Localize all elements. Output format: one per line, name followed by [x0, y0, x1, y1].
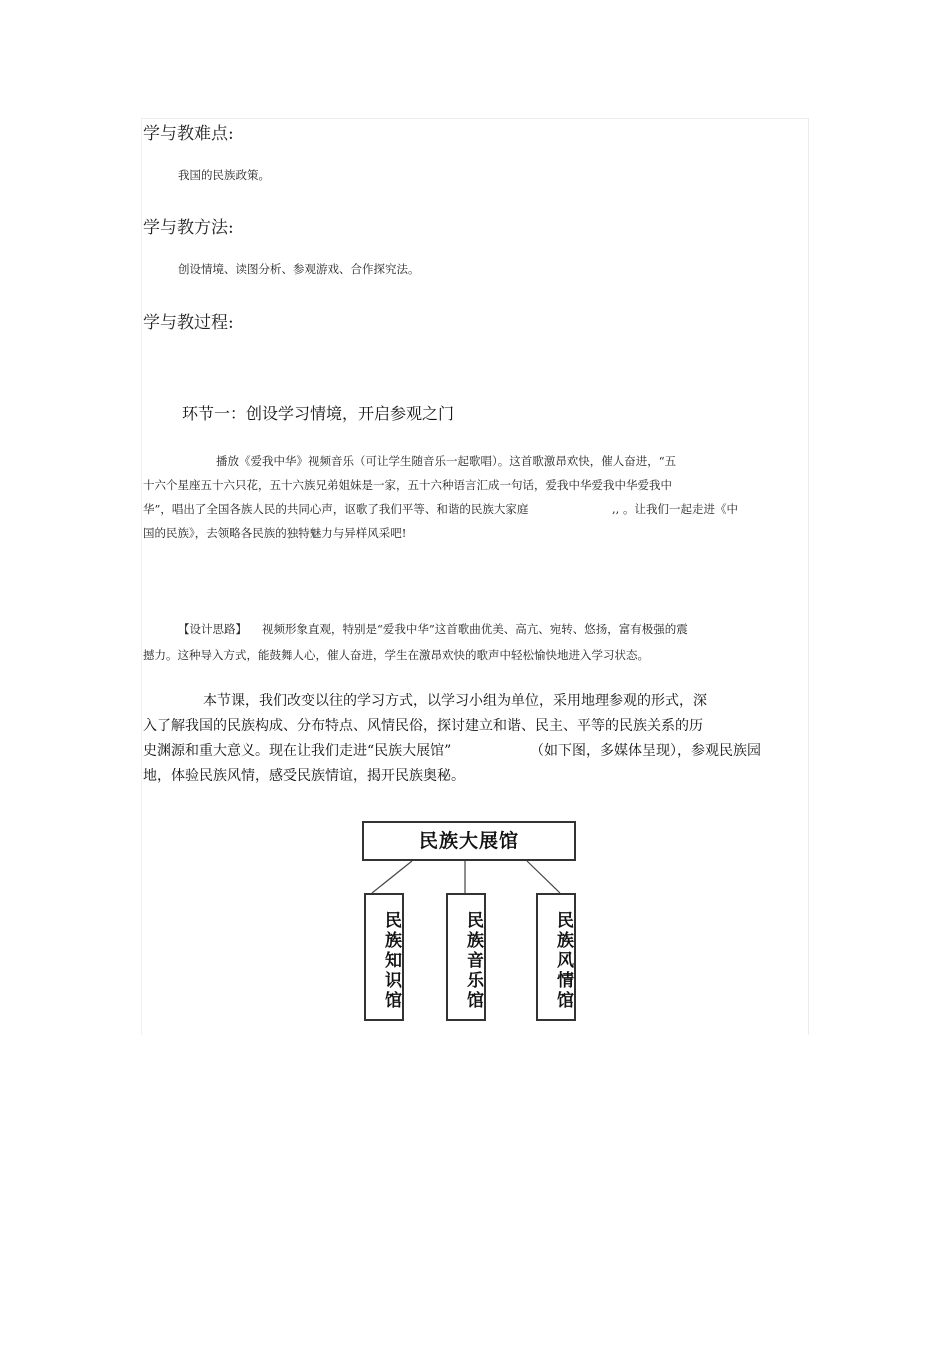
diagram-box-customs: 民族风情馆	[536, 893, 576, 1021]
step1-heading: 环节一：创设学习情境，开启参观之门	[182, 404, 455, 423]
step1-line1: 播放《爱我中华》视频音乐（可让学生随音乐一起歌唱）。这首歌激昂欢快，催人奋进，“五	[216, 454, 677, 468]
diagram-box-music: 民族音乐馆	[446, 893, 486, 1021]
step1-line4: 国的民族》，去领略各民族的独特魅力与异样风采吧!	[143, 526, 407, 540]
process-heading: 学与教过程:	[143, 313, 234, 333]
design-line1: 视频形象直观，特别是“爱我中华”这首歌曲优美、高亢、宛转、悠扬，富有极强的震	[262, 622, 688, 636]
design-line2: 撼力。这种导入方式，能鼓舞人心，催人奋进，学生在激昂欢快的歌声中轻松愉快地进入学习状态。	[143, 648, 649, 662]
method-text: 创设情境、读图分析、参观游戏、合作探究法。	[178, 262, 420, 276]
intro-line3: 史渊源和重大意义。现在让我们走进“民族大展馆”	[143, 743, 452, 759]
diagram-top-box: 民族大展馆	[362, 821, 576, 861]
design-label: 【设计思路】	[178, 622, 247, 636]
step1-line3-tail: ,, 。让我们一起走进《中	[612, 502, 738, 516]
intro-line1: 本节课，我们改变以往的学习方式，以学习小组为单位，采用地理参观的形式，深	[203, 693, 707, 709]
step1-line2: 十六个星座五十六只花，五十六族兄弟姐妹是一家，五十六种语言汇成一句话，爱我中华爱我中华爱我中	[143, 478, 672, 492]
intro-line3-tail: （如下图，多媒体呈现），参观民族园	[530, 743, 761, 759]
intro-line4: 地，体验民族风情，感受民族情谊，揭开民族奥秘。	[143, 768, 465, 784]
difficulty-heading: 学与教难点:	[143, 124, 234, 144]
diagram-box-knowledge: 民族知识馆	[364, 893, 404, 1021]
step1-line3: 华”，唱出了全国各族人民的共同心声，讴歌了我们平等、和谐的民族大家庭	[143, 502, 529, 516]
method-heading: 学与教方法:	[143, 218, 234, 238]
difficulty-text: 我国的民族政策。	[178, 168, 270, 182]
intro-line2: 入了解我国的民族构成、分布特点、风情民俗，探讨建立和谐、民主、平等的民族关系的历	[143, 718, 703, 734]
